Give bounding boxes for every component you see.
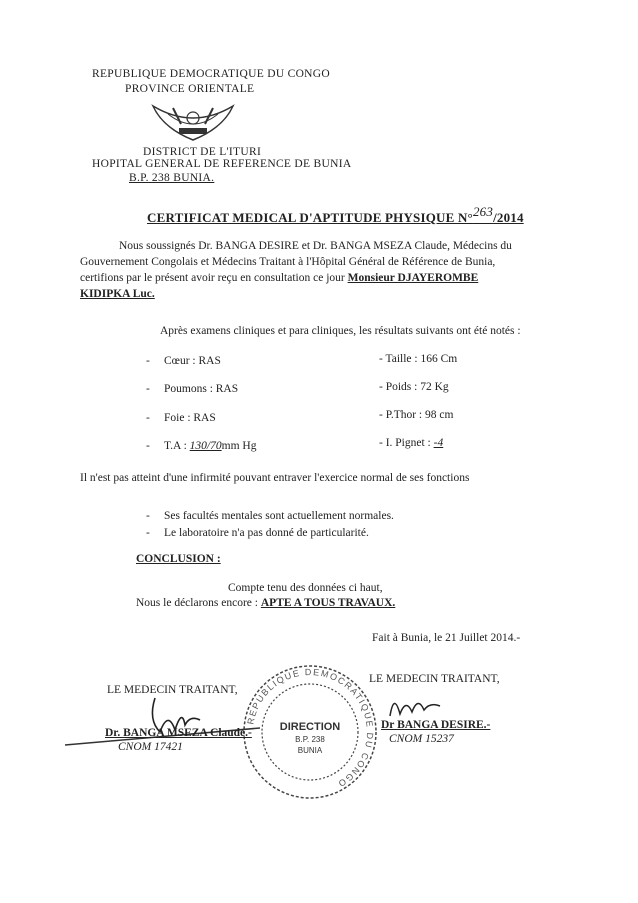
intro-line-2: Gouvernement Congolais et Médecins Traitant à l'Hôpital Général de Référence de Bunia, xyxy=(80,256,496,268)
right-signatory-name: Dr BANGA DESIRE.- xyxy=(381,719,491,731)
stamp-bp: B.P. 238 xyxy=(295,735,325,744)
verdict: APTE A TOUS TRAVAUX. xyxy=(260,597,396,609)
result-lungs: - Poumons : RAS xyxy=(146,383,239,395)
certificate-number: 263 xyxy=(472,204,494,219)
hospital-heading: HOPITAL GENERAL DE REFERENCE DE BUNIA xyxy=(92,158,352,170)
title-prefix: CERTIFICAT MEDICAL D'APTITUDE PHYSIQUE N° xyxy=(147,210,473,225)
intro-line-3-text: certifions par le présent avoir reçu en consultation ce jour xyxy=(80,272,345,284)
pignet-value: -4 xyxy=(433,437,444,449)
stamp-direction: DIRECTION xyxy=(279,721,341,733)
conclusion-heading: CONCLUSION : xyxy=(136,553,221,565)
result-height: - Taille : 166 Cm xyxy=(379,353,458,365)
blood-pressure-value: 130/70 xyxy=(189,440,222,452)
result-blood-pressure: - T.A : 130/70mm Hg xyxy=(146,440,257,452)
remark-mental: - Ses facultés mentales sont actuellement normales. xyxy=(146,510,394,522)
province-heading: PROVINCE ORIENTALE xyxy=(125,83,255,95)
intro-line-1: Nous soussignés Dr. BANGA DESIRE et Dr. BANGA MSEZA Claude, Médecins du xyxy=(119,240,512,252)
right-signature xyxy=(380,688,460,720)
fitness-statement: Il n'est pas atteint d'une infirmité pouvant entraver l'exercice normal de ses fonctions xyxy=(80,472,470,484)
right-signatory-title: LE MEDECIN TRAITANT, xyxy=(369,673,500,685)
result-chest: - P.Thor : 98 cm xyxy=(379,409,454,421)
district-heading: DISTRICT DE L'ITURI xyxy=(143,146,262,158)
left-signatory-cnom: CNOM 17421 xyxy=(118,741,183,753)
postal-box: B.P. 238 BUNIA. xyxy=(129,172,215,184)
title-suffix: /2014 xyxy=(493,210,524,225)
patient-name-1: Monsieur DJAYEROMBE xyxy=(347,272,479,284)
remark-lab: - Le laboratoire n'a pas donné de particularité. xyxy=(146,527,369,539)
conclusion-line-1: Compte tenu des données ci haut, xyxy=(228,582,383,594)
result-pignet: - I. Pignet : -4 xyxy=(379,437,444,449)
republic-heading: REPUBLIQUE DEMOCRATIQUE DU CONGO xyxy=(92,68,330,80)
result-weight: - Poids : 72 Kg xyxy=(379,381,449,393)
certificate-title xyxy=(147,204,524,226)
intro-line-3 xyxy=(80,272,478,284)
exams-intro: Après examens cliniques et para cliniques, les résultats suivants ont été notés : xyxy=(160,325,521,337)
coat-of-arms-emblem xyxy=(143,100,243,144)
result-heart: - Cœur : RAS xyxy=(146,355,221,367)
stamp-city: BUNIA xyxy=(297,746,323,755)
patient-name-2: KIDIPKA Luc. xyxy=(80,288,155,300)
result-liver: - Foie : RAS xyxy=(146,412,216,424)
stamp-ring-text: REPUBLIQUE DEMOCRATIQUE DU CONGO xyxy=(245,666,376,790)
conclusion-line-2: Nous le déclarons encore : APTE A TOUS TRAVAUX. xyxy=(136,597,396,609)
left-signatory-title: LE MEDECIN TRAITANT, xyxy=(107,684,238,696)
right-signatory-cnom: CNOM 15237 xyxy=(389,733,454,745)
left-signatory-name: Dr. BANGA MSEZA Claude.- xyxy=(105,727,252,739)
place-date: Fait à Bunia, le 21 Juillet 2014.- xyxy=(372,632,521,644)
